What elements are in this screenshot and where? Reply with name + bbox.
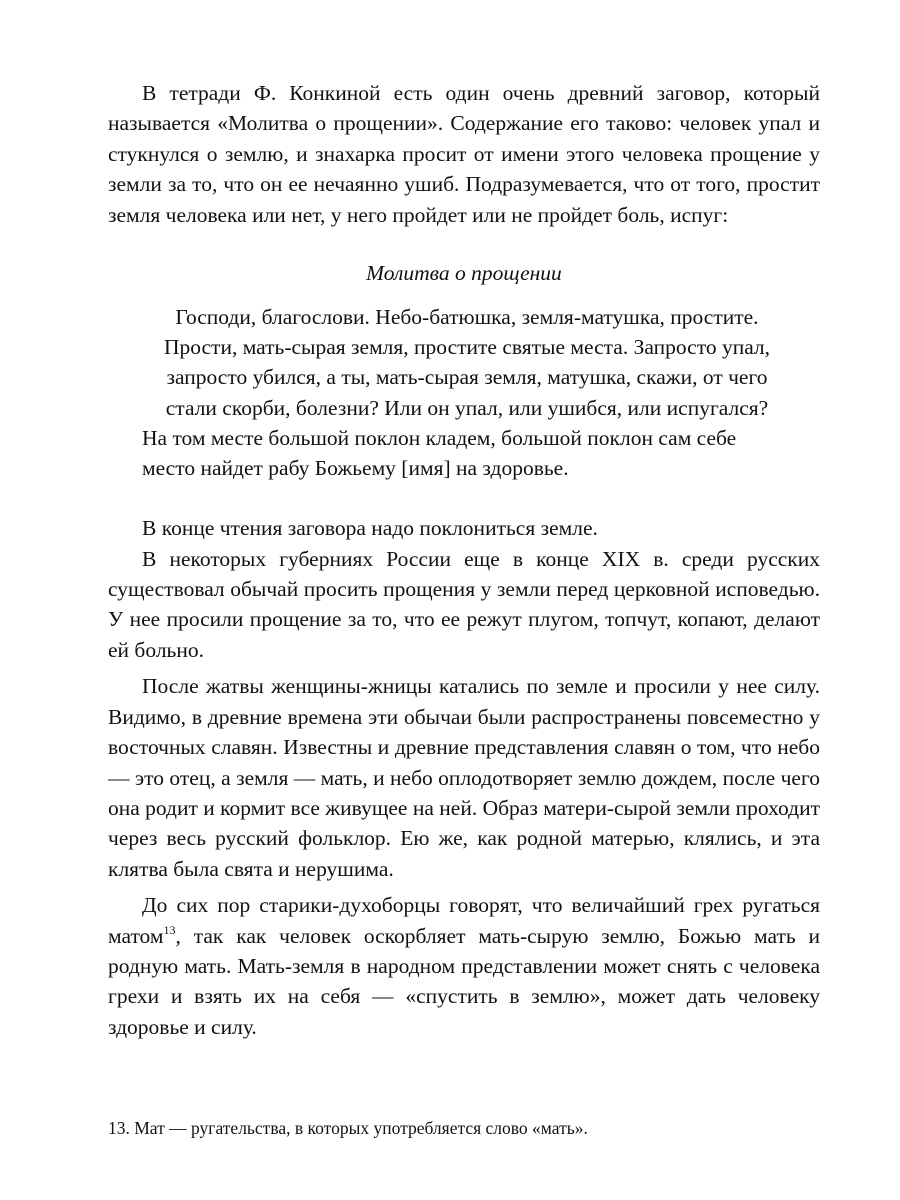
footnote-reference: 13 — [163, 922, 176, 937]
paragraph-provinces: В некоторых губерниях России еще в конце XIX в. среди русских существовал обычай просить прощения у земли перед церковной исповедью. У нее просили прощение за то, что ее режут плугом, топчут, копают, делают ей больно. — [108, 546, 820, 662]
prayer-line: Прости, мать-сырая земля, простите святые места. Запросто упал, — [163, 335, 771, 360]
paragraph-doukhobors — [108, 890, 820, 1042]
paragraph-intro: В тетради Ф. Конкиной есть один очень древний заговор, который называется «Молитва о прощении». Содержание его таково: человек упал и стукнулся о землю, и знахарка просит от имени этого человека прощение у земли за то, что он ее нечаянно ушиб. Подразумевается, что от того, простит земля человека или нет, у него пройдет или не пройдет боль, испуг: — [108, 81, 820, 227]
paragraph-doukhobors-start: До сих пор старики-духоборцы говорят, что величайший грех ругаться матом — [108, 893, 820, 948]
page-body — [108, 78, 820, 1042]
paragraph-doukhobors-end: , так как человек оскорбляет мать-сырую землю, Божью мать и родную мать. Мать-земля в народном представлении может снять с человека грехи и взять их на себя — «спустить в землю», может дать человеку здоровье и силу. — [108, 923, 820, 1039]
paragraph-harvest: После жатвы женщины-жницы катались по земле и просили у нее силу. Видимо, в древние времена эти обычаи были распространены повсеместно у восточных славян. Известны и древние представления славян о том, что небо — это отец, а земля — мать, и небо оплодотворяет землю дождем, после чего она родит и кормит все живущее на ней. Образ матери-сырой земли проходит через весь русский фольклор. Ею же, как родной матерью, клялись, и эта клятва была свята и нерушима. — [108, 674, 820, 881]
prayer-line: запросто убился, а ты, мать-сырая земля, матушка, скажи, от чего — [166, 365, 768, 390]
prayer-text — [142, 302, 792, 483]
prayer-line: На том месте большой поклон кладем, большой поклон сам себе — [142, 425, 737, 450]
prayer-line: место найдет рабу Божьему [имя] на здоровье. — [142, 456, 569, 481]
paragraph-after-prayer: В конце чтения заговора надо поклониться земле. — [142, 516, 598, 541]
prayer-line: Господи, благослови. Небо-батюшка, земля-матушка, простите. — [175, 305, 759, 330]
prayer-line: стали скорби, болезни? Или он упал, или ушибся, или испугался? — [165, 395, 769, 420]
footnote: 13. Мат — ругательства, в которых употребляется слово «мать». — [108, 1118, 588, 1138]
prayer-title: Молитва о прощении — [366, 261, 562, 286]
